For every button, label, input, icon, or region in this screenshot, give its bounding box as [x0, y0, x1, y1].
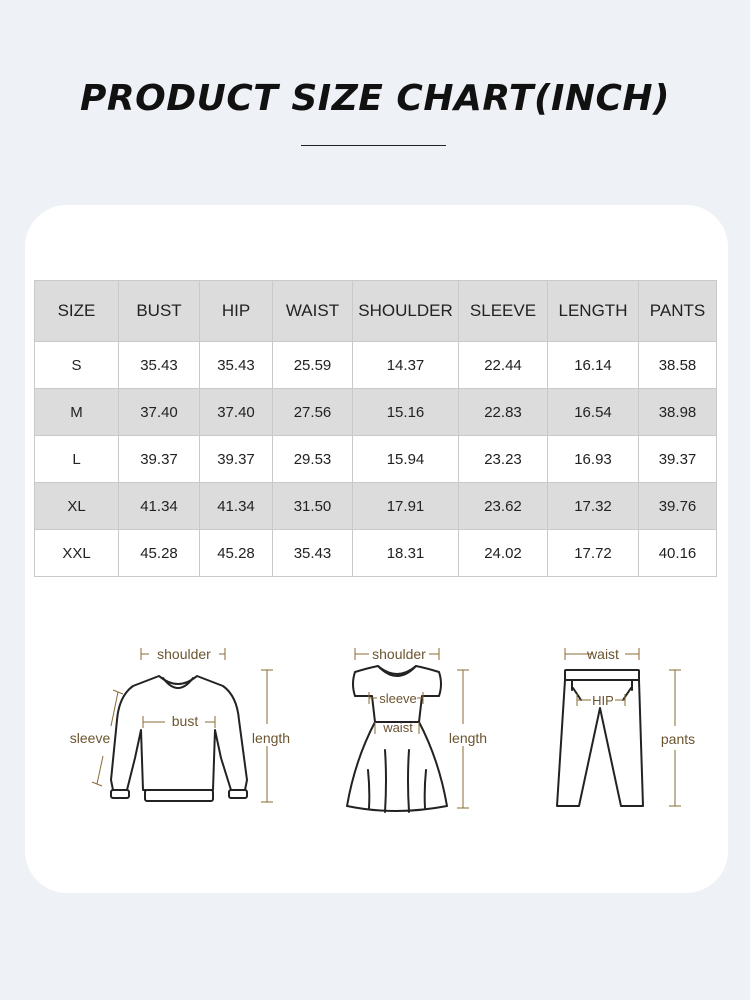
sweater-length-label: length	[251, 730, 291, 746]
table-cell: 45.28	[200, 530, 273, 577]
table-cell: 14.37	[353, 342, 459, 389]
column-header-pants: PANTS	[639, 281, 717, 342]
column-header-sleeve: SLEEVE	[459, 281, 548, 342]
column-header-waist: WAIST	[273, 281, 353, 342]
dress-waist-label: waist	[383, 720, 413, 735]
table-cell: 40.16	[639, 530, 717, 577]
table-cell: 16.54	[548, 389, 639, 436]
table-cell: 35.43	[200, 342, 273, 389]
table-cell: 17.91	[353, 483, 459, 530]
pants-length-label: pants	[660, 731, 696, 747]
pants-icon	[557, 670, 643, 806]
table-cell: 27.56	[273, 389, 353, 436]
table-cell: 41.34	[200, 483, 273, 530]
column-header-bust: BUST	[119, 281, 200, 342]
sweater-icon	[111, 676, 247, 801]
sweater-bust-label: bust	[171, 713, 199, 729]
sweater-sleeve-label: sleeve	[69, 730, 111, 746]
measurement-diagrams	[25, 630, 728, 830]
dress-length-label: length	[448, 730, 488, 746]
table-cell: L	[35, 436, 119, 483]
table-cell: 37.40	[200, 389, 273, 436]
table-row	[35, 436, 717, 483]
table-cell: 16.93	[548, 436, 639, 483]
table-cell: 29.53	[273, 436, 353, 483]
table-cell: 38.98	[639, 389, 717, 436]
table-cell: 17.72	[548, 530, 639, 577]
table-cell: 45.28	[119, 530, 200, 577]
table-row	[35, 342, 717, 389]
table-cell: 16.14	[548, 342, 639, 389]
table-cell: S	[35, 342, 119, 389]
table-cell: 35.43	[273, 530, 353, 577]
dress-icon	[347, 666, 447, 812]
table-cell: 37.40	[119, 389, 200, 436]
pants-waist-label: waist	[587, 646, 619, 662]
column-header-length: LENGTH	[548, 281, 639, 342]
sweater-shoulder-label: shoulder	[157, 646, 211, 662]
table-cell: 25.59	[273, 342, 353, 389]
table-cell: 31.50	[273, 483, 353, 530]
table-cell: 15.16	[353, 389, 459, 436]
title-underline	[301, 145, 446, 146]
table-cell: 15.94	[353, 436, 459, 483]
table-cell: 38.58	[639, 342, 717, 389]
table-cell: M	[35, 389, 119, 436]
page-title: PRODUCT SIZE CHART(INCH)	[80, 78, 670, 119]
table-cell: 39.37	[639, 436, 717, 483]
table-cell: XL	[35, 483, 119, 530]
table-cell: 18.31	[353, 530, 459, 577]
table-row	[35, 389, 717, 436]
dress-sleeve-label: sleeve	[379, 691, 417, 706]
table-row	[35, 530, 717, 577]
table-cell: 39.76	[639, 483, 717, 530]
table-cell: 39.37	[200, 436, 273, 483]
column-header-shoulder: SHOULDER	[353, 281, 459, 342]
table-cell: XXL	[35, 530, 119, 577]
pants-hip-label: HIP	[592, 693, 614, 708]
table-cell: 41.34	[119, 483, 200, 530]
table-cell: 17.32	[548, 483, 639, 530]
table-header-row	[35, 281, 717, 342]
table-cell: 22.83	[459, 389, 548, 436]
table-cell: 23.62	[459, 483, 548, 530]
dress-shoulder-label: shoulder	[372, 646, 426, 662]
table-cell: 39.37	[119, 436, 200, 483]
measurement-diagrams-svg	[25, 630, 728, 830]
size-table	[34, 280, 717, 577]
table-row	[35, 483, 717, 530]
table-cell: 23.23	[459, 436, 548, 483]
column-header-size: SIZE	[35, 281, 119, 342]
table-cell: 22.44	[459, 342, 548, 389]
column-header-hip: HIP	[200, 281, 273, 342]
table-cell: 35.43	[119, 342, 200, 389]
table-cell: 24.02	[459, 530, 548, 577]
